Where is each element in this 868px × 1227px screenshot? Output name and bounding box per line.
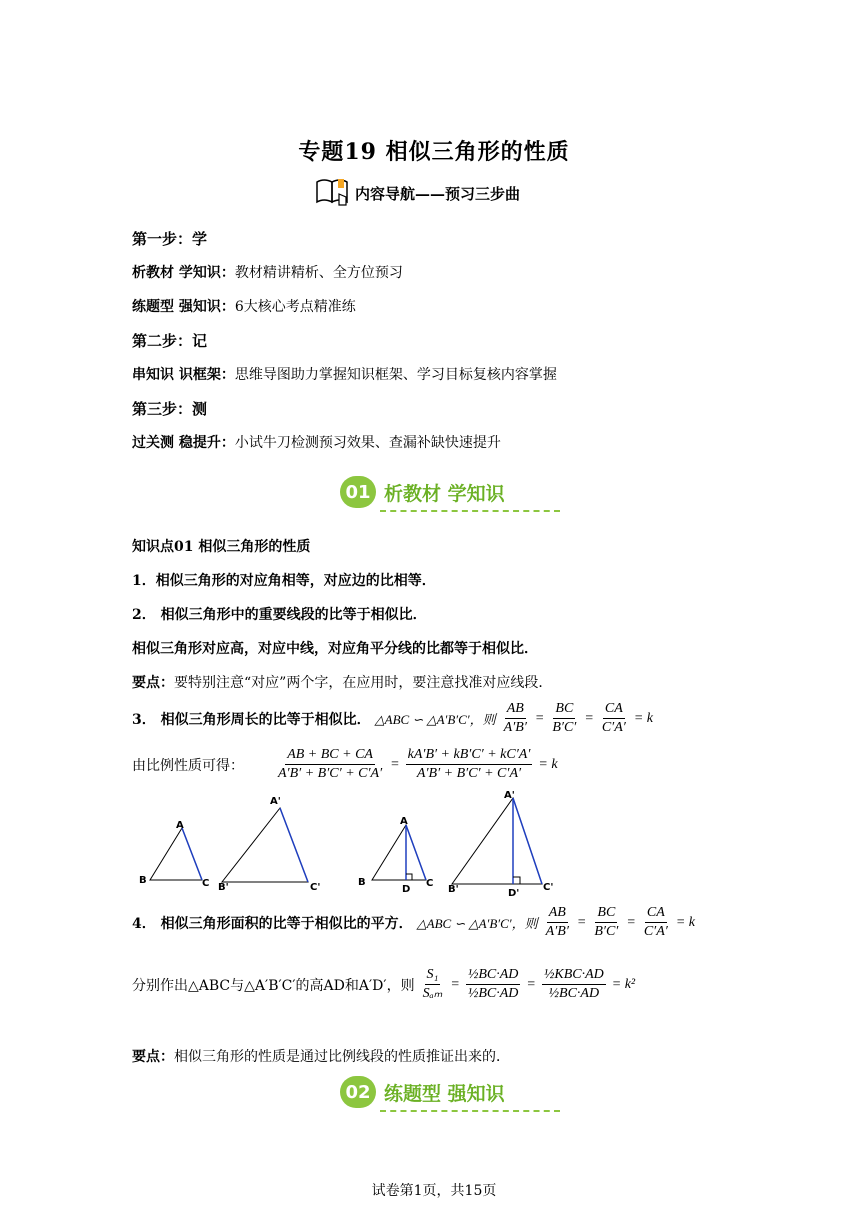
area-derivation	[132, 966, 635, 1003]
property-label: 3． 相似三角形周长的比等于相似比．	[132, 711, 371, 728]
ratio-fraction	[550, 700, 578, 737]
step-1-item	[132, 262, 403, 282]
label-d-prime: D'	[508, 888, 520, 899]
step-2-heading: 第二步：记	[132, 332, 208, 350]
ratio-fraction	[406, 746, 533, 783]
denominator: Sₐₘ	[422, 986, 443, 1001]
denominator: B′C′	[594, 924, 619, 939]
label-d: D	[402, 884, 411, 895]
label-c: C	[426, 878, 434, 889]
ratio-fraction	[642, 904, 670, 941]
numerator: AB	[505, 700, 526, 719]
label-c: C	[202, 878, 210, 889]
book-pointer-icon	[315, 176, 351, 210]
triangle-abc-small	[139, 820, 209, 889]
step-3-item	[132, 432, 501, 452]
item-text: 6大核心考点精准练	[234, 299, 356, 315]
label-a: A	[400, 816, 408, 827]
equals-sign: =	[584, 710, 594, 726]
label-b-prime: B'	[448, 884, 459, 895]
equals-sign: =	[526, 976, 536, 992]
label-c-prime: C'	[310, 882, 321, 893]
denominator: B′C′	[552, 720, 577, 735]
section-02-banner	[340, 1076, 560, 1112]
proportion-derivation	[132, 746, 558, 783]
section-label: 练题型 强知识	[384, 1082, 505, 1105]
label-b: B	[139, 875, 147, 886]
page-title: 专题19 相似三角形的性质	[298, 139, 570, 165]
paragraph-1: 1．相似三角形的对应角相等，对应边的比相等．	[132, 573, 436, 589]
denominator: A′B′ + B′C′ + C′A′	[278, 766, 383, 781]
numerator: BC	[595, 904, 617, 923]
label-c-prime: C'	[543, 882, 554, 893]
lead-text: 由比例性质可得：	[132, 757, 244, 774]
section-number-badge: 02	[340, 1076, 376, 1108]
similarity-statement: △ABC ∽ △A′B′C′，则	[416, 916, 538, 931]
denominator: ½BC·AD	[548, 986, 600, 1001]
ratio-fraction	[421, 966, 445, 1003]
equation-rhs: = k²	[611, 976, 636, 992]
dashed-divider	[380, 510, 560, 512]
note-label: 要点：	[132, 1049, 174, 1065]
knowledge-point-title: 知识点01 相似三角形的性质	[132, 539, 311, 555]
label-a-prime: A'	[270, 796, 281, 807]
area-property	[132, 904, 695, 941]
equals-sign: =	[450, 976, 460, 992]
label-a-prime: A'	[504, 790, 515, 801]
equals-sign: =	[576, 914, 587, 930]
triangle-abc-large-altitude	[448, 790, 553, 899]
property-label: 4． 相似三角形面积的比等于相似比的平方．	[132, 915, 413, 932]
numerator: AB + BC + CA	[285, 746, 375, 765]
equals-sign: =	[534, 710, 545, 726]
item-label: 析教材 学知识：	[132, 265, 235, 281]
equals-sign: =	[626, 914, 636, 930]
label-a: A	[176, 820, 184, 831]
ratio-fraction	[542, 966, 606, 1003]
numerator: CA	[603, 700, 625, 719]
page-footer: 试卷第1页，共15页	[371, 1183, 497, 1199]
item-label: 过关测 稳提升：	[132, 435, 235, 451]
numerator: AB	[547, 904, 568, 923]
similarity-statement: △ABC ∽ △A′B′C′，则	[374, 712, 496, 727]
equals-sign: =	[390, 756, 400, 772]
item-label: 练题型 强知识：	[132, 299, 235, 315]
triangle-figures	[130, 790, 570, 904]
numerator: kA′B′ + kB′C′ + kC′A′	[406, 746, 533, 765]
numerator: ½BC·AD	[466, 966, 521, 985]
section-01-banner	[340, 476, 560, 512]
ratio-fraction	[600, 700, 628, 737]
lead-text: 分别作出△ABC与△A′B′C′的高AD和A′D′，则	[132, 977, 415, 994]
step-3-heading: 第三步：测	[132, 400, 208, 418]
denominator: C′A′	[601, 720, 626, 735]
numerator: CA	[645, 904, 667, 923]
label-b-prime: B'	[218, 882, 229, 893]
note-text: 相似三角形的性质是通过比例线段的性质推证出来的．	[174, 1049, 510, 1065]
item-text: 教材精讲精析、全方位预习	[234, 265, 403, 281]
denominator: A′B′	[503, 720, 527, 735]
denominator: A′B′	[545, 924, 569, 939]
step-1-heading: 第一步：学	[132, 230, 208, 248]
paragraph-2: 2． 相似三角形中的重要线段的比等于相似比．	[132, 607, 427, 623]
numerator: BC	[553, 700, 575, 719]
note-2	[132, 1046, 510, 1066]
triangle-abc-small-altitude	[358, 816, 433, 895]
item-text: 小试牛刀检测预习效果、查漏补缺快速提升	[234, 435, 501, 451]
triangle-abc-large	[218, 796, 320, 893]
numerator: ½KBC·AD	[542, 966, 606, 985]
equation-rhs: = k	[633, 710, 653, 726]
denominator: ½BC·AD	[467, 986, 519, 1001]
step-1-item-2	[132, 296, 356, 316]
label-b: B	[358, 877, 366, 888]
section-number-badge: 01	[340, 476, 376, 508]
numerator: S₁	[425, 966, 441, 985]
equation-rhs: = k	[538, 756, 558, 772]
ratio-fraction	[544, 904, 571, 941]
denominator: C′A′	[643, 924, 668, 939]
item-label: 串知识 识框架：	[132, 367, 235, 383]
ratio-fraction	[592, 904, 620, 941]
dashed-divider	[380, 1110, 560, 1112]
content-nav	[315, 176, 520, 210]
equation-rhs: = k	[675, 914, 695, 930]
ratio-fraction	[502, 700, 529, 737]
ratio-fraction	[276, 746, 384, 783]
section-label: 析教材 学知识	[384, 482, 505, 505]
nav-label: 内容导航——预习三步曲	[355, 184, 521, 203]
note-1	[132, 672, 552, 692]
note-text: 要特别注意“对应”两个字，在应用时，要注意找准对应线段．	[174, 675, 553, 691]
paragraph-3: 相似三角形对应高，对应中线，对应角平分线的比都等于相似比．	[132, 641, 538, 657]
ratio-fraction	[466, 966, 521, 1003]
perimeter-property	[132, 700, 653, 737]
item-text: 思维导图助力掌握知识框架、学习目标复核内容掌握	[234, 367, 557, 383]
denominator: A′B′ + B′C′ + C′A′	[416, 766, 522, 781]
note-label: 要点：	[132, 675, 174, 691]
step-2-item	[132, 364, 557, 384]
